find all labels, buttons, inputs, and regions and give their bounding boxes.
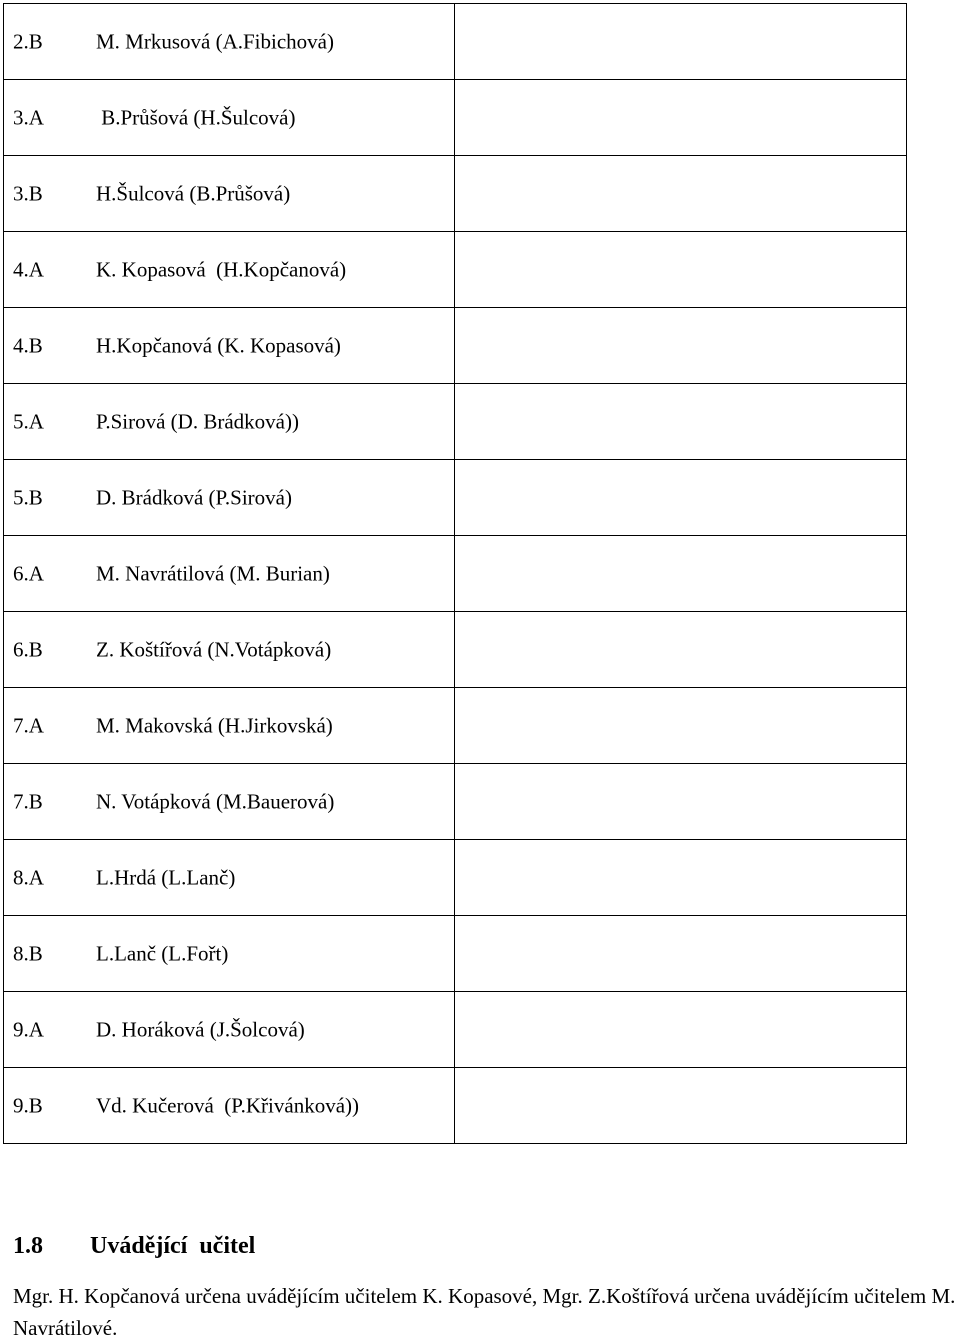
teacher-name: N. Votápková (M.Bauerová) (96, 789, 335, 813)
class-teacher-cell (4, 992, 455, 1068)
class-teacher-cell (4, 688, 455, 764)
table-row (4, 536, 907, 612)
class-teacher-cell (4, 232, 455, 308)
class-label: 3.B (13, 181, 43, 205)
cell-content (4, 536, 454, 611)
empty-cell (454, 536, 907, 612)
class-teacher-cell (4, 916, 455, 992)
class-label: 7.B (13, 789, 43, 813)
class-teacher-cell (4, 308, 455, 384)
cell-content (4, 156, 454, 231)
section-paragraph: Mgr. H. Kopčanová určena uvádějícím učitelem K. Kopasové, Mgr. Z.Koštířová určena uvádějícím učitelem M. Navrátilové. (13, 1284, 956, 1340)
teacher-name: L.Lanč (L.Fořt) (96, 941, 229, 965)
class-label: 4.A (13, 257, 44, 281)
cell-content (4, 80, 454, 155)
table-row (4, 840, 907, 916)
empty-cell (454, 384, 907, 460)
class-label: 9.A (13, 1017, 44, 1041)
teacher-name: L.Hrdá (L.Lanč) (96, 865, 236, 889)
table-row (4, 916, 907, 992)
table-body (4, 4, 907, 1144)
class-teacher-cell (4, 764, 455, 840)
teacher-name: D. Horáková (J.Šolcová) (96, 1017, 305, 1041)
class-teacher-cell (4, 612, 455, 688)
class-label: 5.B (13, 485, 43, 509)
cell-content (4, 460, 454, 535)
table-row (4, 992, 907, 1068)
teacher-name: K. Kopasová (H.Kopčanová) (96, 257, 347, 281)
cell-content (4, 1068, 454, 1143)
empty-cell (454, 840, 907, 916)
cell-content (4, 688, 454, 763)
empty-cell (454, 1068, 907, 1144)
teacher-name: M. Makovská (H.Jirkovská) (96, 713, 333, 737)
teacher-name: P.Sirová (D. Brádková)) (96, 409, 299, 433)
empty-cell (454, 460, 907, 536)
table-row (4, 232, 907, 308)
empty-cell (454, 764, 907, 840)
table-row (4, 460, 907, 536)
empty-cell (454, 232, 907, 308)
teacher-name: M. Mrkusová (A.Fibichová) (96, 29, 334, 53)
class-teacher-cell (4, 384, 455, 460)
class-label: 9.B (13, 1093, 43, 1117)
section-title: Uvádějící učitel (90, 1233, 256, 1259)
class-label: 6.A (13, 561, 44, 585)
table-row (4, 4, 907, 80)
section-number: 1.8 (13, 1233, 43, 1259)
class-label: 8.B (13, 941, 43, 965)
class-teacher-cell (4, 536, 455, 612)
teacher-name: M. Navrátilová (M. Burian) (96, 561, 330, 585)
cell-content (4, 308, 454, 383)
class-label: 3.A (13, 105, 44, 129)
table-row (4, 308, 907, 384)
table-row (4, 612, 907, 688)
teacher-name: B.Průšová (H.Šulcová) (96, 105, 296, 129)
cell-content (4, 384, 454, 459)
table-row (4, 688, 907, 764)
class-teacher-cell (4, 156, 455, 232)
class-label: 5.A (13, 409, 44, 433)
class-teacher-cell (4, 1068, 455, 1144)
empty-cell (454, 4, 907, 80)
table-row (4, 80, 907, 156)
class-teacher-table (3, 3, 907, 1144)
teacher-name: H.Kopčanová (K. Kopasová) (96, 333, 341, 357)
empty-cell (454, 308, 907, 384)
cell-content (4, 840, 454, 915)
class-label: 2.B (13, 29, 43, 53)
cell-content (4, 764, 454, 839)
class-teacher-cell (4, 460, 455, 536)
teacher-name: Vd. Kučerová (P.Křivánková)) (96, 1093, 360, 1117)
teacher-name: Z. Koštířová (N.Votápková) (96, 637, 332, 661)
class-teacher-cell (4, 80, 455, 156)
class-label: 7.A (13, 713, 44, 737)
empty-cell (454, 80, 907, 156)
table-row (4, 764, 907, 840)
empty-cell (454, 916, 907, 992)
table-row (4, 156, 907, 232)
cell-content (4, 612, 454, 687)
empty-cell (454, 688, 907, 764)
table-row (4, 384, 907, 460)
class-label: 6.B (13, 637, 43, 661)
table-row (4, 1068, 907, 1144)
class-teacher-cell (4, 840, 455, 916)
empty-cell (454, 612, 907, 688)
cell-content (4, 4, 454, 79)
class-teacher-cell (4, 4, 455, 80)
class-label: 8.A (13, 865, 44, 889)
class-label: 4.B (13, 333, 43, 357)
cell-content (4, 232, 454, 307)
empty-cell (454, 156, 907, 232)
teacher-name: D. Brádková (P.Sirová) (96, 485, 292, 509)
teacher-name: H.Šulcová (B.Průšová) (96, 181, 291, 205)
section-heading (13, 1233, 255, 1260)
cell-content (4, 992, 454, 1067)
cell-content (4, 916, 454, 991)
empty-cell (454, 992, 907, 1068)
